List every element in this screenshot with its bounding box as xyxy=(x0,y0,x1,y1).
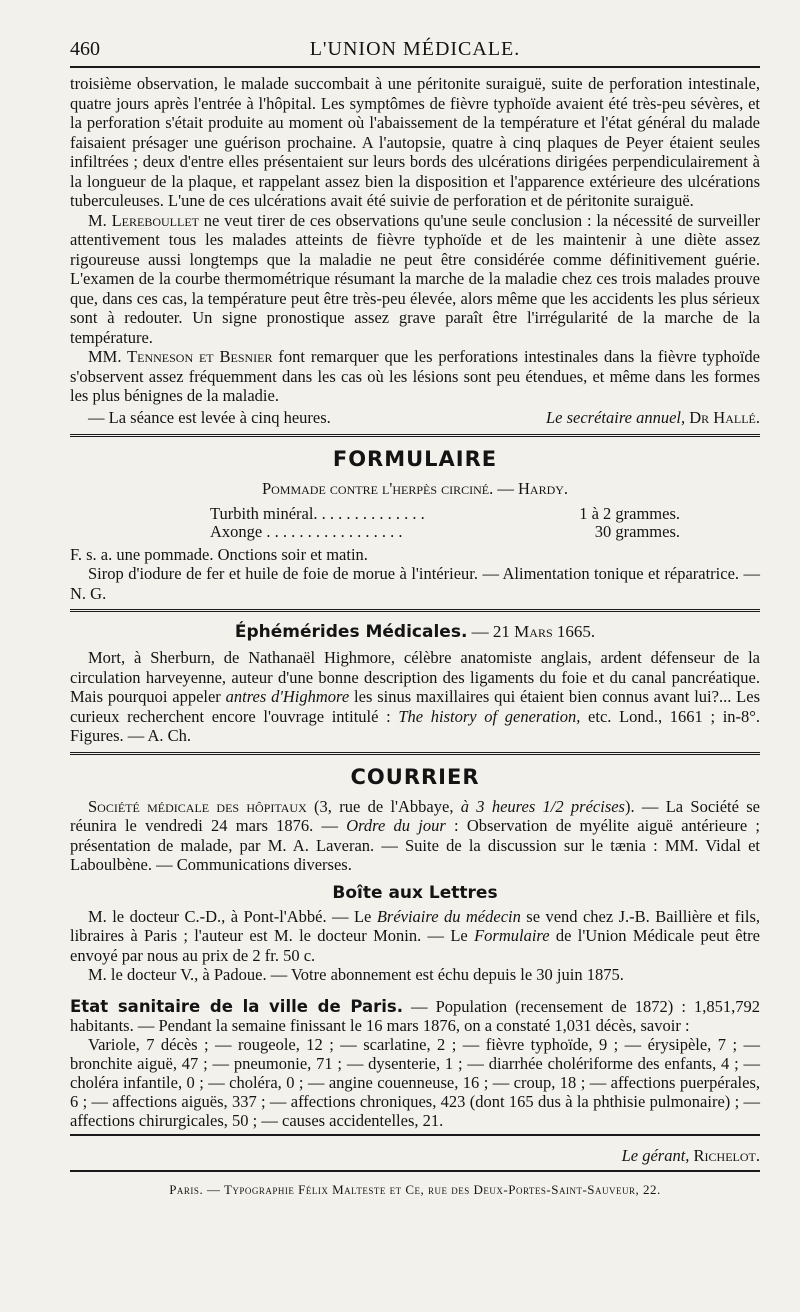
ephemerides-section xyxy=(70,622,760,746)
section-divider xyxy=(70,434,760,439)
signature-name: Dr Hallé. xyxy=(685,407,760,427)
formulaire-section xyxy=(70,447,760,604)
text-run: etc. Lond., 1661 ; in-8°. Figures. — A. Ch. xyxy=(70,706,761,745)
mailbox-heading: Boîte aux Lettres xyxy=(332,882,498,903)
gerant-label: Le gérant, xyxy=(621,1145,690,1165)
meeting-time: à 3 heures 1/2 précises xyxy=(460,796,625,816)
text-run: : Observation de myélite aiguë antérieure ; présentation de malade, par M. A. Laveran. — Suite de la discussion sur le tænia : MM. Vidal et Laboulbène. — Communications diverses. xyxy=(70,816,760,874)
printer-imprint: Paris. — Typographie Félix Malteste et Ce, rue des Deux-Portes-Saint-Sauveur, 22. xyxy=(169,1181,661,1197)
agenda-label: Ordre du jour xyxy=(346,816,446,835)
text-run: de l'Union Médicale peut être envoyé par nous au prix de 2 fr. 50 c. xyxy=(70,926,760,965)
section-divider xyxy=(70,609,760,614)
text-run: Mort, à Sherburn, de Nathanaël Highmore, célèbre anatomiste anglais, ardent défenseur de la circulation harveyenne, auteur d'une bonne description des ligaments du foie et du canal pancréatique. Mais pourquoi appeler xyxy=(70,648,760,706)
ingredient-quantity: 30 grammes. xyxy=(594,521,680,541)
discussion-paragraph-2 xyxy=(70,211,760,348)
ingredient-name: Turbith minéral. . . . . . . . . . . . . . xyxy=(210,503,425,523)
mortality-statistics: Variole, 7 décès ; — rougeole, 12 ; — scarlatine, 2 ; — fièvre typhoïde, 9 ; — érysipèle, 7 ; — bronchite aiguë, 47 ; — pneumonie, 71 ; — dysenterie, 1 ; — diarrhée cholériforme des enfants, 4 ; — choléra infantile, 0 ; — choléra, 0 ; — angine couenneuse, 16 ; — croup, 18 ; — affections puerpérales, 6 ; — affections aiguës, 337 ; — affections chroniques, 423 (dont 165 dus à la phthisie pulmonaire) ; — affections chirurgicales, 50 ; — causes accidentelles, 21. xyxy=(70,1034,760,1130)
recipe-instructions: F. s. a. une pommade. Onctions soir et matin. xyxy=(70,544,368,564)
health-intro xyxy=(70,997,760,1035)
health-report xyxy=(70,997,760,1130)
signature-role: Le secrétaire annuel, xyxy=(545,407,686,427)
letter-reply-2: M. le docteur V., à Padoue. — Votre abonnement est échu depuis le 30 juin 1875. xyxy=(88,965,624,984)
book-title: Formulaire xyxy=(474,926,550,945)
running-header xyxy=(70,30,760,64)
text-run: (3, rue de l'Abbaye, xyxy=(306,796,461,816)
footer-rule xyxy=(70,1134,760,1136)
formulaire-heading: FORMULAIRE xyxy=(332,446,498,471)
text-run: les sinus maxillaires qui étaient bien connus avant lui?... Les curieux recherchent encore l'ouvrage intitulé : xyxy=(70,687,760,726)
text-run: M. le docteur C.-D., à Pont-l'Abbé. — Le xyxy=(88,906,377,926)
journal-title: L'UNION MÉDICALE. xyxy=(309,38,521,60)
recipe-treatment: Sirop d'iodure de fer et huile de foie de morue à l'intérieur. — Alimentation tonique et réparatrice. — N. G. xyxy=(70,564,760,603)
header-rule xyxy=(70,66,760,68)
secretary-signature xyxy=(546,408,760,428)
italic-term: antres d'Highmore xyxy=(225,687,350,706)
ephemerides-title: Éphémérides Médicales. xyxy=(234,622,468,642)
courrier-section xyxy=(70,765,760,985)
section-divider xyxy=(70,752,760,757)
recipe-title: Pommade contre l'herpès circiné. — Hardy. xyxy=(261,478,569,498)
ingredient-row xyxy=(210,505,680,523)
book-title: The history of generation, xyxy=(398,706,581,726)
ingredient-name: Axonge . . . . . . . . . . . . . . . . . xyxy=(210,521,403,541)
speaker-name: M. Lereboullet xyxy=(88,210,199,230)
ephemerides-heading xyxy=(70,622,760,642)
courrier-heading: COURRIER xyxy=(350,764,480,789)
ephemerides-date: — 21 Mars 1665. xyxy=(471,622,596,641)
paragraph-text: font remarquer que les perforations intestinales dans la fièvre typhoïde s'observent assez fréquemment dans les cas où les lésions sont peu étendues, et même dans les formes les plus bénignes de la maladie. xyxy=(70,347,760,405)
footer-rule xyxy=(70,1170,760,1172)
discussion-paragraph-3 xyxy=(70,347,760,406)
discussion-section xyxy=(70,74,760,428)
text-run: — Population (recensement de 1872) : 1,851,792 habitants. — Pendant la semaine finissant le 16 mars 1876, on a constaté 1,031 décès, savoir : xyxy=(70,996,760,1035)
society-name: Société médicale des hôpitaux xyxy=(88,796,307,816)
society-notice xyxy=(70,797,760,875)
health-title: Etat sanitaire de la ville de Paris. xyxy=(70,996,403,1016)
closing-text: — La séance est levée à cinq heures. xyxy=(88,407,331,427)
paragraph-text: ne veut tirer de ces observations qu'une seule conclusion : la nécessité de surveiller attentivement tous les malades atteints de fièvre typhoïde et de les maintenir à une diète assez rigoureuse aussi longtemps que la maladie ne peut être considérée comme définitivement guérie. L'examen de la courbe thermométrique résumant la marche de la maladie chez ces trois malades prouve que, dans ces cas, la température peut être très-peu élevée, alors même que les accidents les plus sérieux sont à redouter. Un signe pronostique assez grave paraît être l'irrégularité de la marche de la température. xyxy=(70,210,760,347)
ingredient-row xyxy=(210,523,680,541)
closing-line xyxy=(70,408,760,428)
text-run: ). — La Société se réunira le vendredi 24 mars 1876. — xyxy=(70,796,760,835)
managing-editor xyxy=(70,1146,760,1166)
ingredient-list xyxy=(210,505,680,541)
ingredient-quantity: 1 à 2 grammes. xyxy=(579,503,680,523)
book-title: Bréviaire du médecin xyxy=(376,906,521,926)
letter-reply-1 xyxy=(70,907,760,966)
speaker-names: MM. Tenneson et Besnier xyxy=(88,347,273,366)
discussion-paragraph-1: troisième observation, le malade succombait à une péritonite suraiguë, suite de perforation intestinale, quatre jours après l'entrée à l'hôpital. Les symptômes de fièvre typhoïde avaient été très-peu sévères, et la perforation s'était produite au moment où l'abaissement de la température et l'état général du malade faisaient présager une guérison prochaine. A l'autopsie, quatre à cinq plaques de Peyer étaient seules infiltrées ; deux d'entre elles présentaient sur leurs bords des ulcérations dirigées perpendiculairement à la longueur de la plaque, et rappelant assez bien la disposition et l'apparence extérieure des ulcérations tuberculeuses. L'une de ces ulcérations avait été suivie de perforation et de péritonite suraiguë. xyxy=(70,74,760,210)
page-number: 460 xyxy=(70,38,100,60)
ephemerides-text xyxy=(70,648,760,746)
text-run: se vend chez J.-B. Baillière et fils, libraires à Paris ; l'auteur est M. le docteur Monin. — Le xyxy=(70,906,761,945)
gerant-name: Richelot. xyxy=(689,1145,760,1165)
